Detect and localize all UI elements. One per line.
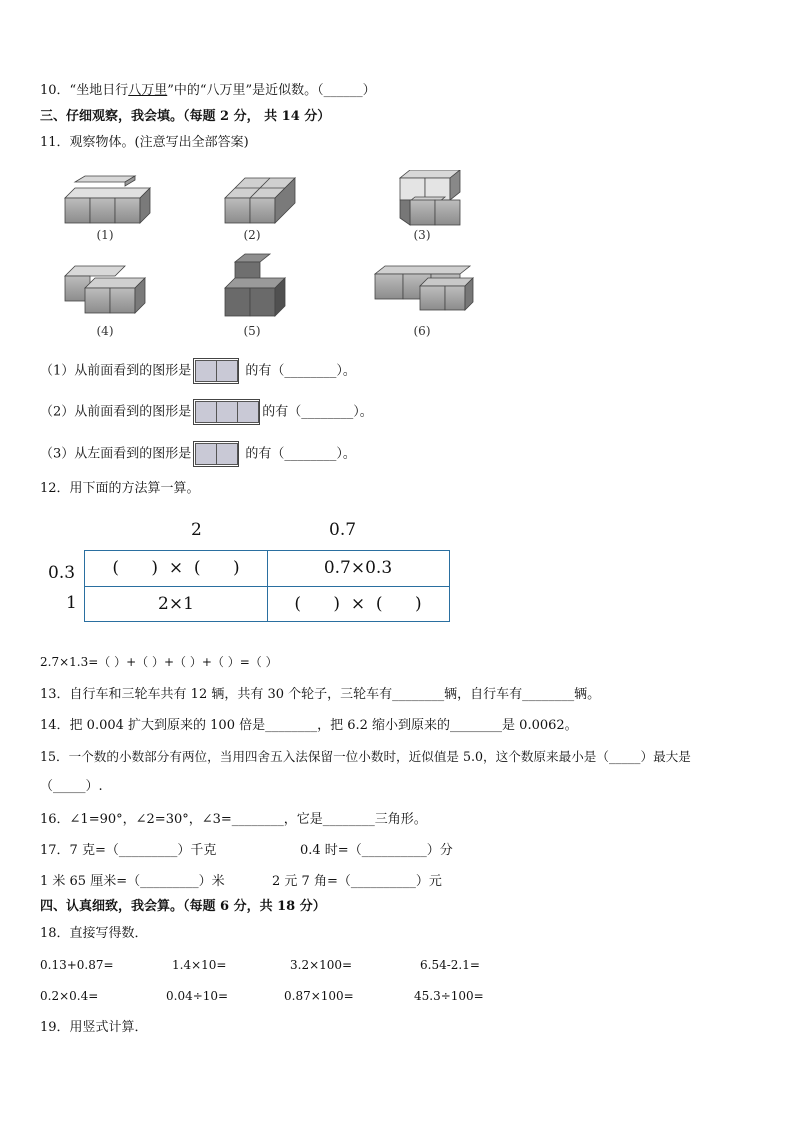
question-12-equation[interactable]: 2.7×1.3=（ ）+（ ）+（ ）+（ ）=（ ） [40,655,278,669]
question-10: 10．“坐地日行八万里”中的“八万里”是近似数。（______） [40,83,376,98]
row-header-1: 0.3 [48,563,76,583]
two-square-shape [193,358,239,384]
grid-cell-top-right: 0.7×0.3 [323,558,393,578]
grid-cell-bottom-left: 2×1 [158,594,194,614]
question-17-a[interactable]: 17．7 克=（_________）千克 [40,843,217,858]
figure-1 [65,176,150,223]
three-square-shape [193,399,260,425]
figure-5 [225,254,285,316]
calc-item[interactable]: 0.13+0.87= [40,958,114,972]
cube-figures [55,170,495,350]
question-16[interactable]: 16．∠1=90°，∠2=30°，∠3=________，它是________三角形。 [40,812,427,827]
figure-label-6: (6) [413,324,431,338]
question-15-line2[interactable]: （_____）. [40,779,103,794]
column-header-2: 0.7 [329,520,357,540]
question-17-d[interactable]: 2 元 7 角=（__________）元 [272,874,442,889]
question-17-b[interactable]: 0.4 时=（__________）分 [300,843,453,858]
question-11-sub1: （1）从前面看到的图形是 的有（________）。 [40,358,356,384]
question-12-title: 12．用下面的方法算一算。 [40,481,200,496]
figure-label-4: (4) [96,324,114,338]
question-15-line1[interactable]: 15．一个数的小数部分有两位，当用四舍五入法保留一位小数时，近似值是 5.0，这个数原来最小是（_____）最大是 [40,749,691,764]
answer-blank[interactable]: 的有（________）。 [262,404,373,420]
answer-blank[interactable]: 的有（________）。 [245,446,356,462]
grid-cell-top-left[interactable]: ( ) × ( ) [112,558,240,578]
figure-3 [400,170,460,225]
figure-label-1: (1) [96,228,114,242]
grid-cell-bottom-right[interactable]: ( ) × ( ) [294,594,422,614]
answer-blank[interactable]: ______ [323,83,363,98]
figure-label-3: (3) [413,228,431,242]
column-header-1: 2 [191,520,202,540]
figure-label-5: (5) [243,324,261,338]
question-19-title: 19．用竖式计算． [40,1020,148,1035]
section-3-title: 三、仔细观察，我会填。（每题 2 分， 共 14 分） [40,109,331,124]
underlined-phrase: 八万里 [128,83,168,98]
question-11-sub3: （3）从左面看到的图形是 的有（________）。 [40,441,356,467]
figure-label-2: (2) [243,228,261,242]
figure-6 [375,266,473,310]
row-header-2: 1 [66,593,77,613]
calc-item[interactable]: 0.87×100= [284,989,354,1003]
question-14[interactable]: 14．把 0.004 扩大到原来的 100 倍是________，把 6.2 缩小到原来的________是 0.0062。 [40,718,578,733]
section-4-title: 四、认真细致，我会算。（每题 6 分，共 18 分） [40,899,326,914]
calc-item[interactable]: 1.4×10= [172,958,227,972]
question-17-c[interactable]: 1 米 65 厘米=（_________）米 [40,874,225,889]
question-18-title: 18．直接写得数． [40,926,148,941]
calc-item[interactable]: 45.3÷100= [414,989,484,1003]
calc-item[interactable]: 0.2×0.4= [40,989,99,1003]
answer-blank[interactable]: 的有（________）。 [245,363,356,379]
figure-4 [65,266,145,313]
calc-item[interactable]: 3.2×100= [290,958,353,972]
calc-item[interactable]: 6.54-2.1= [420,958,480,972]
multiplication-grid [84,550,450,622]
figure-2 [225,178,295,223]
two-square-shape [193,441,239,467]
question-11-sub2: （2）从前面看到的图形是 的有（________）。 [40,399,373,425]
question-11-title: 11．观察物体。(注意写出全部答案) [40,135,249,150]
calc-item[interactable]: 0.04÷10= [166,989,229,1003]
question-13[interactable]: 13．自行车和三轮车共有 12 辆，共有 30 个轮子，三轮车有________辆，自行车有________辆。 [40,687,601,702]
